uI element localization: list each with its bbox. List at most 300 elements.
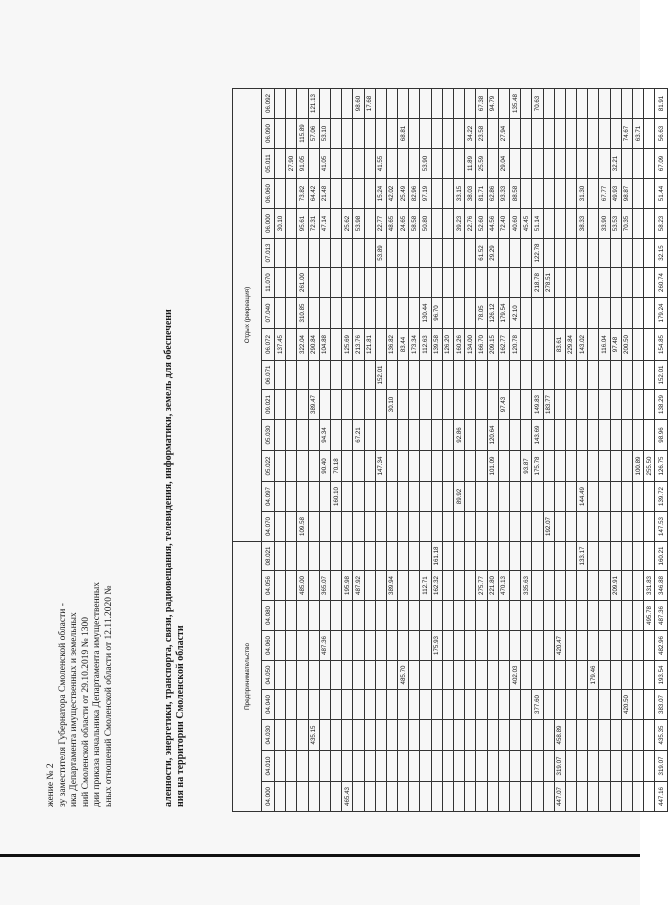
total-cell: 139.72 bbox=[655, 482, 668, 512]
table-cell bbox=[330, 209, 341, 239]
table-cell bbox=[588, 390, 599, 420]
table-cell: 420.47 bbox=[554, 631, 565, 661]
table-cell bbox=[386, 119, 397, 149]
table-cell bbox=[364, 361, 375, 390]
table-cell bbox=[275, 690, 286, 720]
table-cell: 134.00 bbox=[465, 329, 476, 361]
total-cell: 81.91 bbox=[655, 89, 668, 119]
table-cell: 90.40 bbox=[319, 451, 330, 482]
table-cell bbox=[342, 119, 353, 149]
table-cell: 139.58 bbox=[431, 329, 442, 361]
appendix-header bbox=[46, 582, 115, 807]
table-cell bbox=[275, 89, 286, 119]
table-cell bbox=[342, 268, 353, 298]
total-cell: 179.24 bbox=[655, 298, 668, 329]
table-cell bbox=[599, 751, 610, 782]
table-cell bbox=[353, 298, 364, 329]
table-cell bbox=[621, 751, 632, 782]
table-cell: 221.80 bbox=[487, 571, 498, 601]
table-cell: 126.12 bbox=[487, 298, 498, 329]
table-cell bbox=[498, 89, 509, 119]
table-cell bbox=[353, 601, 364, 631]
table-cell bbox=[487, 751, 498, 782]
table-cell bbox=[621, 631, 632, 661]
table-cell bbox=[644, 179, 655, 209]
table-cell bbox=[610, 690, 621, 720]
table-cell: 143.02 bbox=[577, 329, 588, 361]
column-header: 06.071 bbox=[262, 361, 275, 390]
total-cell: 147.53 bbox=[655, 512, 668, 542]
table-cell bbox=[599, 361, 610, 390]
table-cell bbox=[621, 482, 632, 512]
table-cell bbox=[565, 512, 576, 542]
table-cell bbox=[319, 298, 330, 329]
table-cell bbox=[465, 571, 476, 601]
table-cell: 143.69 bbox=[532, 420, 543, 451]
table-cell: 17.68 bbox=[364, 89, 375, 119]
table-cell bbox=[375, 268, 386, 298]
column-header: 04.050 bbox=[262, 661, 275, 690]
total-cell: 126.75 bbox=[655, 451, 668, 482]
table-cell bbox=[521, 720, 532, 751]
table-cell bbox=[487, 601, 498, 631]
table-cell bbox=[442, 542, 453, 571]
table-cell bbox=[420, 661, 431, 690]
table-cell bbox=[353, 268, 364, 298]
table-cell bbox=[543, 298, 554, 329]
table-cell bbox=[588, 239, 599, 268]
table-cell bbox=[308, 451, 319, 482]
table-cell: 175.78 bbox=[532, 451, 543, 482]
table-cell bbox=[275, 119, 286, 149]
table-cell bbox=[375, 298, 386, 329]
table-cell bbox=[577, 512, 588, 542]
table-cell bbox=[577, 239, 588, 268]
table-cell: 109.58 bbox=[297, 512, 308, 542]
table-cell bbox=[364, 751, 375, 782]
total-cell: 482.96 bbox=[655, 631, 668, 661]
table-cell bbox=[364, 179, 375, 209]
table-cell bbox=[644, 298, 655, 329]
table-cell: 93.87 bbox=[521, 451, 532, 482]
table-cell bbox=[543, 89, 554, 119]
table-cell bbox=[465, 239, 476, 268]
table-cell: 166.70 bbox=[476, 329, 487, 361]
table-cell bbox=[588, 361, 599, 390]
table-cell bbox=[633, 420, 644, 451]
table-cell bbox=[330, 119, 341, 149]
table-cell: 144.49 bbox=[577, 482, 588, 512]
table-cell bbox=[633, 239, 644, 268]
table-cell: 213.76 bbox=[353, 329, 364, 361]
table-cell bbox=[286, 782, 297, 812]
table-cell bbox=[386, 542, 397, 571]
table-row bbox=[420, 89, 431, 812]
total-cell: 56.63 bbox=[655, 119, 668, 149]
table-cell: 91.05 bbox=[297, 149, 308, 179]
table-cell bbox=[565, 209, 576, 239]
table-cell bbox=[442, 661, 453, 690]
table-cell bbox=[442, 298, 453, 329]
table-cell: 31.30 bbox=[577, 179, 588, 209]
table-cell bbox=[532, 119, 543, 149]
table-cell bbox=[409, 119, 420, 149]
table-row bbox=[330, 89, 341, 812]
table-cell: 435.15 bbox=[308, 720, 319, 751]
table-row bbox=[610, 89, 621, 812]
table-cell bbox=[319, 720, 330, 751]
table-cell bbox=[431, 482, 442, 512]
table-cell bbox=[577, 420, 588, 451]
table-cell bbox=[409, 661, 420, 690]
table-cell bbox=[588, 329, 599, 361]
table-cell bbox=[308, 298, 319, 329]
table-row bbox=[487, 89, 498, 812]
table-cell bbox=[521, 329, 532, 361]
table-cell bbox=[498, 631, 509, 661]
table-cell bbox=[364, 542, 375, 571]
table-cell bbox=[375, 661, 386, 690]
table-cell bbox=[431, 751, 442, 782]
table-cell bbox=[588, 631, 599, 661]
table-cell bbox=[364, 631, 375, 661]
table-cell: 42.02 bbox=[386, 179, 397, 209]
table-cell bbox=[275, 361, 286, 390]
table-cell bbox=[521, 390, 532, 420]
header-line: жение № 2 bbox=[46, 763, 56, 807]
table-cell bbox=[476, 420, 487, 451]
table-cell: 218.78 bbox=[532, 268, 543, 298]
table-cell: 160.26 bbox=[454, 329, 465, 361]
table-cell: 389.47 bbox=[308, 390, 319, 420]
table-cell bbox=[543, 720, 554, 751]
table-cell bbox=[286, 542, 297, 571]
table-cell bbox=[431, 239, 442, 268]
table-cell bbox=[330, 179, 341, 209]
table-cell bbox=[431, 512, 442, 542]
table-cell bbox=[487, 268, 498, 298]
table-cell bbox=[509, 482, 520, 512]
table-cell bbox=[565, 420, 576, 451]
table-cell bbox=[364, 239, 375, 268]
table-cell bbox=[409, 361, 420, 390]
table-cell bbox=[633, 268, 644, 298]
table-cell bbox=[409, 782, 420, 812]
table-cell bbox=[319, 512, 330, 542]
table-cell: 290.84 bbox=[308, 329, 319, 361]
table-cell bbox=[308, 661, 319, 690]
total-cell: 383.07 bbox=[655, 690, 668, 720]
table-cell bbox=[509, 720, 520, 751]
table-cell bbox=[297, 482, 308, 512]
table-cell bbox=[554, 149, 565, 179]
table-cell bbox=[409, 631, 420, 661]
table-cell: 94.79 bbox=[487, 89, 498, 119]
table-cell bbox=[319, 542, 330, 571]
table-cell bbox=[308, 631, 319, 661]
table-cell bbox=[554, 298, 565, 329]
table-cell bbox=[275, 268, 286, 298]
table-cell bbox=[420, 720, 431, 751]
table-cell bbox=[465, 390, 476, 420]
table-cell bbox=[543, 451, 554, 482]
table-cell bbox=[342, 420, 353, 451]
table-cell bbox=[610, 512, 621, 542]
table-cell bbox=[509, 361, 520, 390]
table-cell: 88.58 bbox=[509, 179, 520, 209]
table-cell bbox=[286, 361, 297, 390]
column-header: 09.021 bbox=[262, 390, 275, 420]
table-cell bbox=[286, 119, 297, 149]
table-cell: 97.19 bbox=[420, 179, 431, 209]
table-cell bbox=[521, 542, 532, 571]
table-cell: 130.44 bbox=[420, 298, 431, 329]
table-cell bbox=[599, 298, 610, 329]
table-cell bbox=[409, 298, 420, 329]
table-cell bbox=[543, 179, 554, 209]
table-cell: 122.78 bbox=[532, 239, 543, 268]
table-row bbox=[465, 89, 476, 812]
table-cell bbox=[353, 720, 364, 751]
table-cell bbox=[476, 361, 487, 390]
table-cell bbox=[297, 89, 308, 119]
data-table-container bbox=[232, 88, 668, 812]
table-cell: 38.33 bbox=[577, 209, 588, 239]
table-cell bbox=[319, 482, 330, 512]
table-cell bbox=[599, 661, 610, 690]
table-cell: 136.82 bbox=[386, 329, 397, 361]
table-cell bbox=[476, 720, 487, 751]
table-cell bbox=[319, 239, 330, 268]
table-cell bbox=[532, 329, 543, 361]
table-cell bbox=[398, 149, 409, 179]
table-cell bbox=[442, 239, 453, 268]
table-cell bbox=[297, 751, 308, 782]
table-cell bbox=[353, 390, 364, 420]
table-cell bbox=[498, 601, 509, 631]
table-cell: 420.50 bbox=[621, 690, 632, 720]
table-cell bbox=[465, 298, 476, 329]
table-cell bbox=[621, 268, 632, 298]
total-cell: 346.88 bbox=[655, 571, 668, 601]
table-cell bbox=[633, 690, 644, 720]
table-cell bbox=[498, 361, 509, 390]
table-cell bbox=[610, 268, 621, 298]
table-cell bbox=[398, 89, 409, 119]
table-cell bbox=[308, 512, 319, 542]
table-cell bbox=[633, 149, 644, 179]
table-cell bbox=[554, 542, 565, 571]
table-cell bbox=[565, 661, 576, 690]
table-cell bbox=[588, 782, 599, 812]
table-cell bbox=[610, 631, 621, 661]
table-cell: 162.77 bbox=[498, 329, 509, 361]
table-cell bbox=[297, 390, 308, 420]
table-cell bbox=[375, 631, 386, 661]
table-cell bbox=[454, 782, 465, 812]
table-cell: 33.15 bbox=[454, 179, 465, 209]
table-cell bbox=[509, 119, 520, 149]
table-cell bbox=[543, 661, 554, 690]
header-line: зу заместителя Губернатора Смоленской области - bbox=[57, 603, 68, 807]
table-cell bbox=[364, 451, 375, 482]
table-cell bbox=[319, 782, 330, 812]
table-cell bbox=[554, 661, 565, 690]
table-cell bbox=[375, 119, 386, 149]
table-cell bbox=[375, 782, 386, 812]
table-cell: 495.78 bbox=[644, 601, 655, 631]
table-cell bbox=[286, 690, 297, 720]
table-cell bbox=[398, 571, 409, 601]
table-cell bbox=[342, 89, 353, 119]
table-cell bbox=[275, 451, 286, 482]
table-cell bbox=[353, 149, 364, 179]
table-cell bbox=[375, 329, 386, 361]
table-cell bbox=[297, 661, 308, 690]
table-cell: 49.93 bbox=[610, 179, 621, 209]
table-cell bbox=[621, 512, 632, 542]
table-cell bbox=[565, 89, 576, 119]
table-cell bbox=[554, 390, 565, 420]
table-cell: 42.10 bbox=[509, 298, 520, 329]
table-cell bbox=[509, 420, 520, 451]
table-cell bbox=[386, 451, 397, 482]
table-cell bbox=[420, 361, 431, 390]
table-cell bbox=[308, 751, 319, 782]
table-cell bbox=[375, 571, 386, 601]
table-cell bbox=[286, 631, 297, 661]
column-header: 07.013 bbox=[262, 239, 275, 268]
table-cell bbox=[577, 89, 588, 119]
table-cell bbox=[375, 482, 386, 512]
header-line: дии приказа начальника Департамента имущественных bbox=[92, 582, 102, 807]
table-cell: 322.04 bbox=[297, 329, 308, 361]
table-cell bbox=[420, 239, 431, 268]
table-cell bbox=[633, 390, 644, 420]
table-cell bbox=[610, 119, 621, 149]
table-cell bbox=[588, 720, 599, 751]
table-cell: 94.34 bbox=[319, 420, 330, 451]
table-cell bbox=[599, 631, 610, 661]
table-cell bbox=[498, 751, 509, 782]
table-cell bbox=[330, 361, 341, 390]
table-cell: 29.04 bbox=[498, 149, 509, 179]
table-cell bbox=[610, 89, 621, 119]
table-cell bbox=[330, 298, 341, 329]
column-header: 07.040 bbox=[262, 298, 275, 329]
table-cell: 21.48 bbox=[319, 179, 330, 209]
table-cell bbox=[621, 361, 632, 390]
table-cell bbox=[521, 89, 532, 119]
table-cell bbox=[454, 690, 465, 720]
table-body bbox=[275, 89, 668, 812]
table-cell: 261.00 bbox=[297, 268, 308, 298]
table-cell bbox=[454, 571, 465, 601]
table-cell bbox=[398, 782, 409, 812]
table-cell bbox=[532, 751, 543, 782]
table-cell bbox=[386, 601, 397, 631]
table-cell bbox=[342, 542, 353, 571]
table-cell bbox=[487, 631, 498, 661]
table-cell bbox=[342, 390, 353, 420]
table-cell: 365.07 bbox=[319, 571, 330, 601]
table-cell bbox=[509, 149, 520, 179]
table-cell: 83.61 bbox=[554, 329, 565, 361]
table-cell bbox=[476, 661, 487, 690]
column-header: 04.080 bbox=[262, 601, 275, 631]
table-cell bbox=[577, 390, 588, 420]
table-cell bbox=[577, 690, 588, 720]
table-cell: 23.58 bbox=[476, 119, 487, 149]
table-cell bbox=[476, 451, 487, 482]
table-cell: 70.35 bbox=[621, 209, 632, 239]
table-cell: 64.42 bbox=[308, 179, 319, 209]
table-cell bbox=[420, 482, 431, 512]
table-cell bbox=[398, 631, 409, 661]
table-cell: 74.67 bbox=[621, 119, 632, 149]
table-cell bbox=[342, 601, 353, 631]
table-cell: 82.96 bbox=[409, 179, 420, 209]
table-cell bbox=[521, 782, 532, 812]
table-cell: 44.56 bbox=[487, 209, 498, 239]
table-cell bbox=[398, 751, 409, 782]
table-cell bbox=[465, 631, 476, 661]
table-cell: 78.05 bbox=[476, 298, 487, 329]
table-cell bbox=[487, 482, 498, 512]
table-cell bbox=[532, 512, 543, 542]
table-cell bbox=[644, 390, 655, 420]
table-cell bbox=[409, 542, 420, 571]
group-header-recreation: Отдых (рекреация) bbox=[233, 89, 262, 542]
table-cell: 72.40 bbox=[498, 209, 509, 239]
table-row bbox=[431, 89, 442, 812]
table-cell: 331.83 bbox=[644, 571, 655, 601]
table-cell bbox=[420, 420, 431, 451]
table-cell bbox=[431, 601, 442, 631]
table-cell bbox=[431, 119, 442, 149]
table-cell bbox=[353, 751, 364, 782]
table-row bbox=[532, 89, 543, 812]
table-cell bbox=[565, 239, 576, 268]
table-cell bbox=[487, 661, 498, 690]
table-cell bbox=[577, 782, 588, 812]
table-row bbox=[633, 89, 644, 812]
table-cell: 98.60 bbox=[353, 89, 364, 119]
table-cell bbox=[532, 720, 543, 751]
table-cell bbox=[297, 601, 308, 631]
table-cell bbox=[386, 268, 397, 298]
table-cell bbox=[599, 482, 610, 512]
table-cell bbox=[588, 451, 599, 482]
table-cell bbox=[375, 601, 386, 631]
table-cell bbox=[386, 782, 397, 812]
table-cell bbox=[577, 631, 588, 661]
table-cell: 89.92 bbox=[454, 482, 465, 512]
table-cell bbox=[588, 512, 599, 542]
table-cell bbox=[297, 631, 308, 661]
table-cell bbox=[498, 720, 509, 751]
table-cell bbox=[330, 782, 341, 812]
table-cell bbox=[565, 542, 576, 571]
table-cell bbox=[431, 89, 442, 119]
table-cell bbox=[588, 268, 599, 298]
table-row bbox=[375, 89, 386, 812]
table-cell bbox=[420, 89, 431, 119]
table-cell: 377.60 bbox=[532, 690, 543, 720]
table-cell bbox=[297, 690, 308, 720]
table-cell bbox=[521, 601, 532, 631]
table-cell bbox=[610, 782, 621, 812]
